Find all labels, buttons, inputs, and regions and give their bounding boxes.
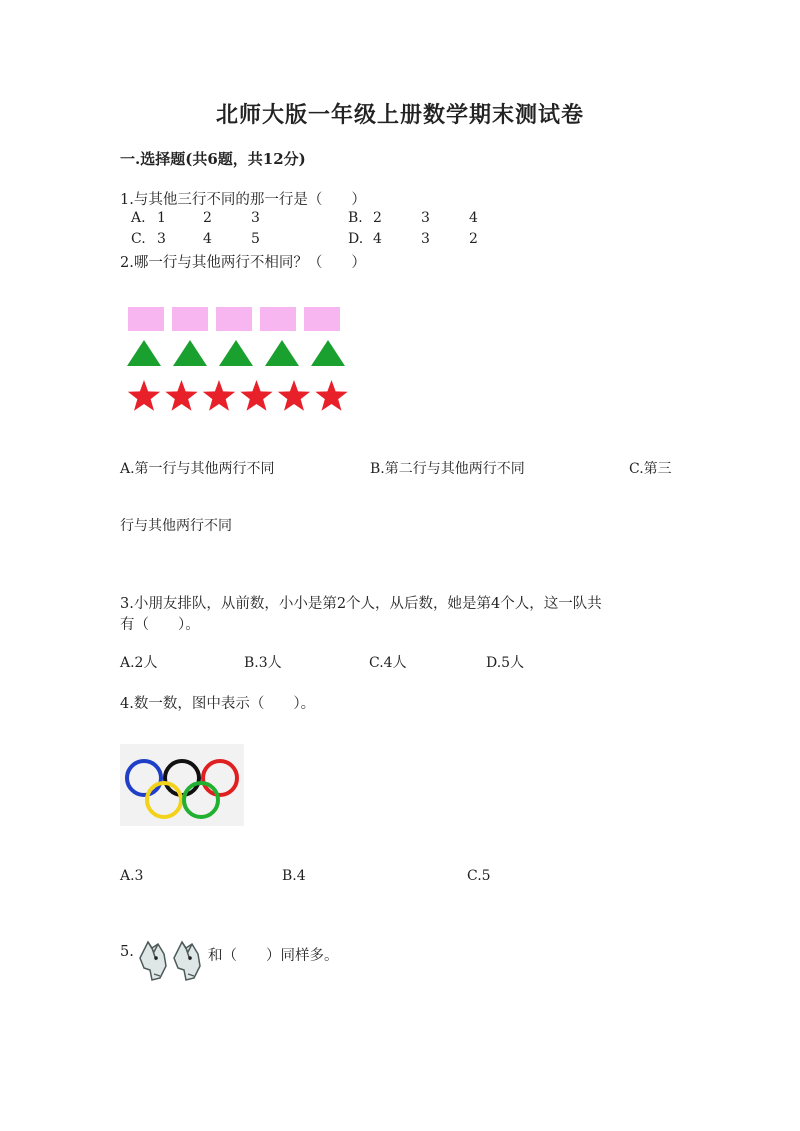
page-title: 北师大版一年级上册数学期末测试卷: [215, 102, 584, 128]
question-3-line-1: 3.小朋友排队，从前数，小小是第2个人，从后数，她是第4个人，这一队共: [120, 596, 602, 612]
q3-option-a: A.2人: [120, 655, 158, 671]
q1-option-b: [348, 210, 478, 226]
q4-option-a: A.3: [120, 868, 144, 884]
question-3-line-2: 有（ ）。: [120, 617, 200, 633]
green-triangle: [127, 340, 161, 366]
red-star: [315, 380, 347, 411]
olympic-rings-figure: [120, 744, 244, 826]
q2-option-a: A.第一行与其他两行不同: [120, 461, 275, 477]
q1-option-a: [131, 210, 260, 226]
q4-option-c: C.5: [467, 868, 491, 884]
option-number: 4: [469, 210, 478, 226]
option-label: B.: [348, 210, 363, 226]
option-label: A.: [131, 210, 146, 226]
option-number: 3: [421, 210, 430, 226]
question-5-number: 5.: [120, 944, 134, 960]
option-number: 3: [251, 210, 260, 226]
shapes-figure: [120, 300, 360, 420]
option-number: 2: [373, 210, 382, 226]
q2-option-b: B.第二行与其他两行不同: [370, 461, 525, 477]
pink-square: [304, 307, 340, 331]
red-star: [278, 380, 310, 411]
q3-option-d: D.5人: [486, 655, 525, 671]
option-number: 3: [421, 231, 430, 247]
question-5-text: 和（ ）同样多。: [208, 948, 339, 964]
pink-square: [172, 307, 208, 331]
option-number: 2: [203, 210, 212, 226]
q3-option-c: C.4人: [369, 655, 407, 671]
option-number: 2: [469, 231, 478, 247]
option-number: 4: [373, 231, 382, 247]
q3-option-b: B.3人: [244, 655, 282, 671]
option-number: 1: [157, 210, 166, 226]
red-star: [240, 380, 272, 411]
horse-heads-icon: [134, 938, 206, 982]
green-triangle: [173, 340, 207, 366]
horse-head-icon: [140, 942, 166, 980]
pink-square: [216, 307, 252, 331]
green-triangle: [219, 340, 253, 366]
red-star: [128, 380, 160, 411]
green-triangle: [311, 340, 345, 366]
pink-square: [260, 307, 296, 331]
question-1: 1.与其他三行不同的那一行是（ ）: [120, 192, 366, 208]
q4-option-b: B.4: [282, 868, 306, 884]
pink-square: [128, 307, 164, 331]
q2-option-c: C.第三: [629, 461, 672, 477]
option-number: 5: [251, 231, 260, 247]
red-star: [203, 380, 235, 411]
rings-background: [120, 744, 244, 826]
option-number: 3: [157, 231, 166, 247]
q1-option-d: [348, 231, 478, 247]
option-number: 4: [203, 231, 212, 247]
red-star: [165, 380, 197, 411]
green-triangle: [265, 340, 299, 366]
option-label: C.: [131, 231, 146, 247]
horse-head-icon: [174, 942, 200, 980]
question-2: 2.哪一行与其他两行不相同？（ ）: [120, 255, 366, 271]
q2-option-c-continued: 行与其他两行不同: [120, 518, 232, 534]
question-4: 4.数一数，图中表示（ ）。: [120, 696, 316, 712]
q1-option-c: [131, 231, 260, 247]
option-label: D.: [348, 231, 364, 247]
section-heading: 一.选择题(共6题，共12分): [120, 150, 306, 168]
